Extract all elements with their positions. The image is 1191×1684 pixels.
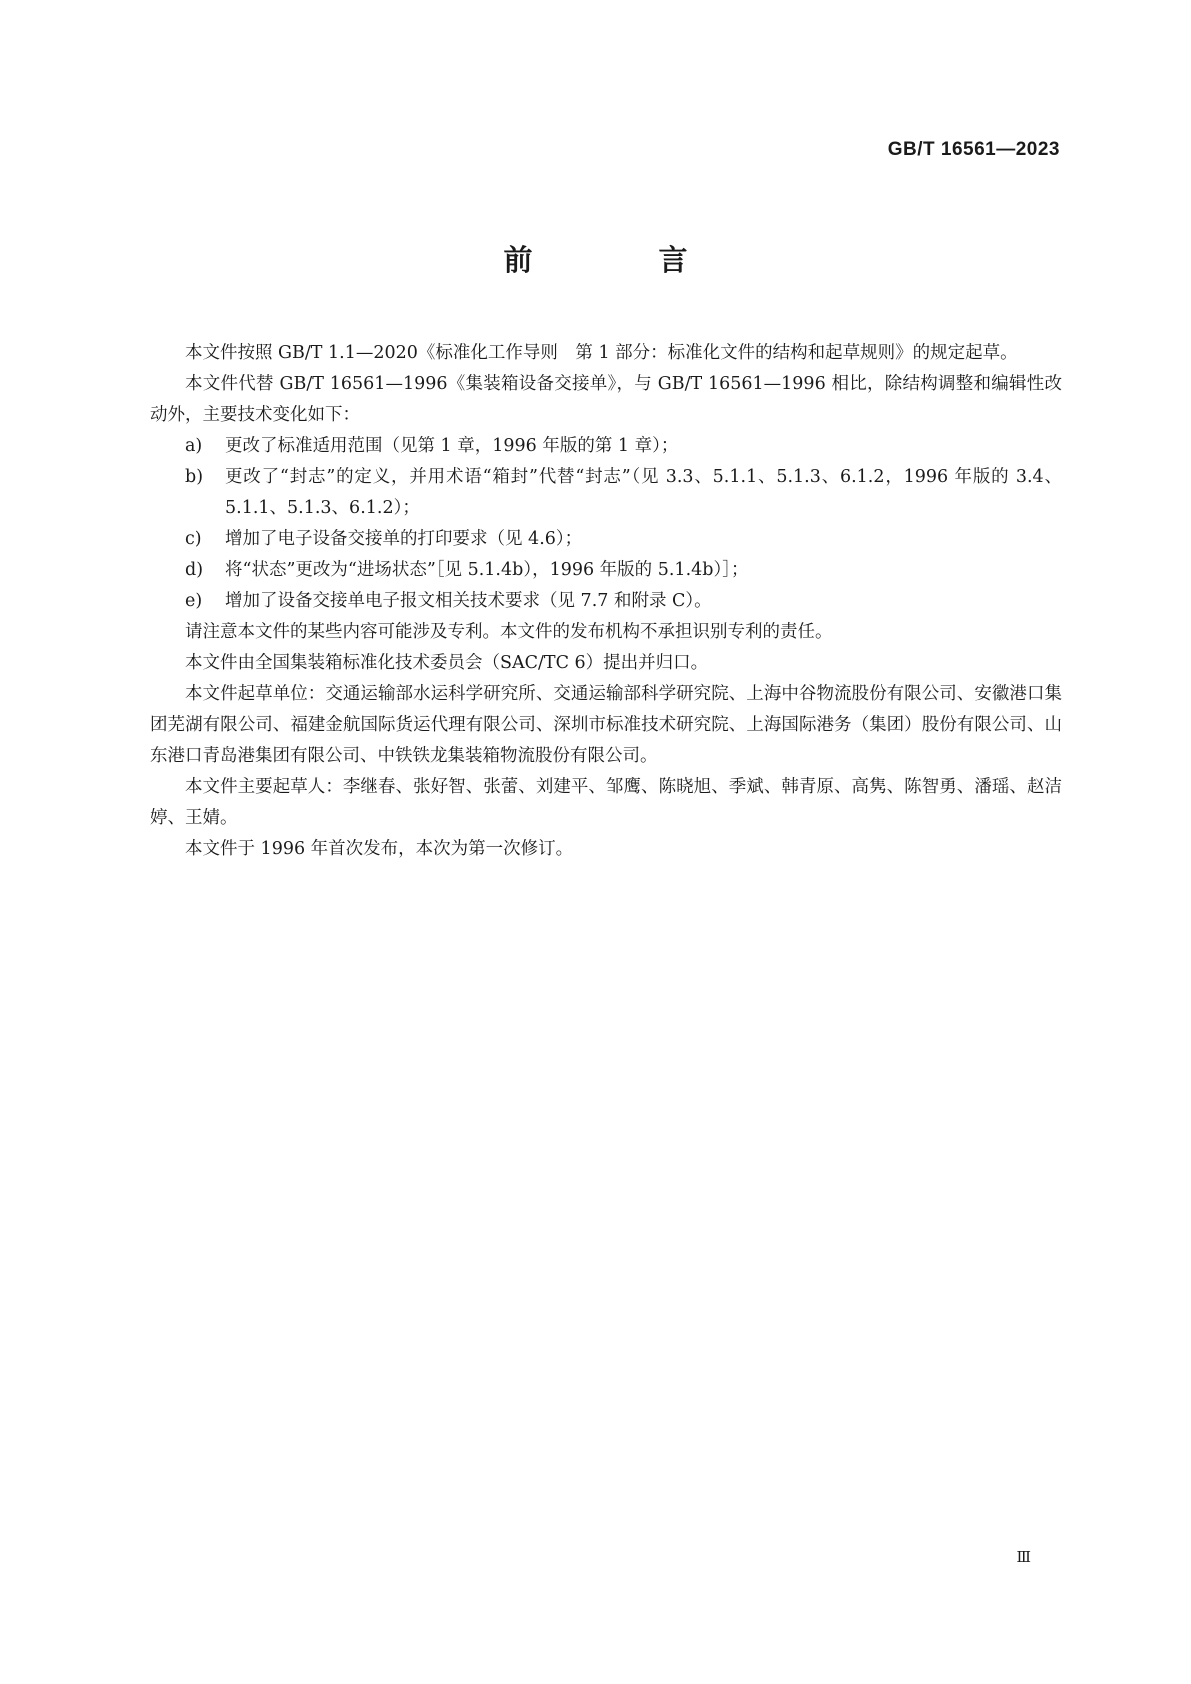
list-marker: e)	[185, 591, 203, 611]
list-text: 将“状态”更改为“进场状态”［见 5.1.4b），1996 年版的 5.1.4b）］；	[225, 560, 749, 580]
list-text: 增加了电子设备交接单的打印要求（见 4.6）；	[225, 529, 583, 549]
list-marker: d)	[185, 560, 204, 580]
list-text: 增加了设备交接单电子报文相关技术要求（见 7.7 和附录 C）。	[225, 591, 712, 611]
preface-body	[150, 338, 1062, 865]
proposer-paragraph: 本文件由全国集装箱标准化技术委员会（SAC/TC 6）提出并归口。	[185, 653, 709, 673]
drafting-units-paragraph: 本文件起草单位：交通运输部水运科学研究所、交通运输部科学研究院、上海中谷物流股份有限公司、安徽港口集团芜湖有限公司、福建金航国际货运代理有限公司、深圳市标准技术研究院、上海国际港务（集团）股份有限公司、山东港口青岛港集团有限公司、中铁铁龙集装箱物流股份有限公司。	[150, 684, 1062, 766]
drafters-paragraph: 本文件主要起草人：李继春、张好智、张蕾、刘建平、邹鹰、陈晓旭、季斌、韩青原、高隽、陈智勇、潘瑶、赵洁婷、王婧。	[150, 777, 1062, 828]
list-marker: a)	[185, 436, 203, 456]
list-item	[150, 431, 1062, 462]
page-number: Ⅲ	[1016, 1548, 1031, 1566]
patent-notice: 请注意本文件的某些内容可能涉及专利。本文件的发布机构不承担识别专利的责任。	[185, 622, 833, 642]
list-text: 更改了“封志”的定义，并用术语“箱封”代替“封志”（见 3.3、5.1.1、5.1.3、6.1.2，1996 年版的 3.4、5.1.1、5.1.3、6.1.2）；	[225, 467, 1062, 518]
page-title: 前 言	[503, 243, 746, 277]
list-item	[150, 462, 1062, 524]
standard-code: GB/T 16561—2023	[887, 139, 1060, 160]
list-item	[150, 524, 1062, 555]
technical-changes-list	[150, 431, 1062, 617]
paragraph: 本文件代替 GB/T 16561—1996《集装箱设备交接单》，与 GB/T 16561—1996 相比，除结构调整和编辑性改动外，主要技术变化如下：	[150, 374, 1062, 425]
paragraph: 本文件按照 GB/T 1.1—2020《标准化工作导则 第 1 部分：标准化文件的结构和起草规则》的规定起草。	[185, 343, 1018, 363]
list-text: 更改了标准适用范围（见第 1 章，1996 年版的第 1 章）；	[225, 436, 679, 456]
list-marker: b)	[185, 467, 204, 487]
list-marker: c)	[185, 529, 202, 549]
history-paragraph: 本文件于 1996 年首次发布，本次为第一次修订。	[185, 839, 574, 859]
list-item	[150, 586, 1062, 617]
list-item	[150, 555, 1062, 586]
